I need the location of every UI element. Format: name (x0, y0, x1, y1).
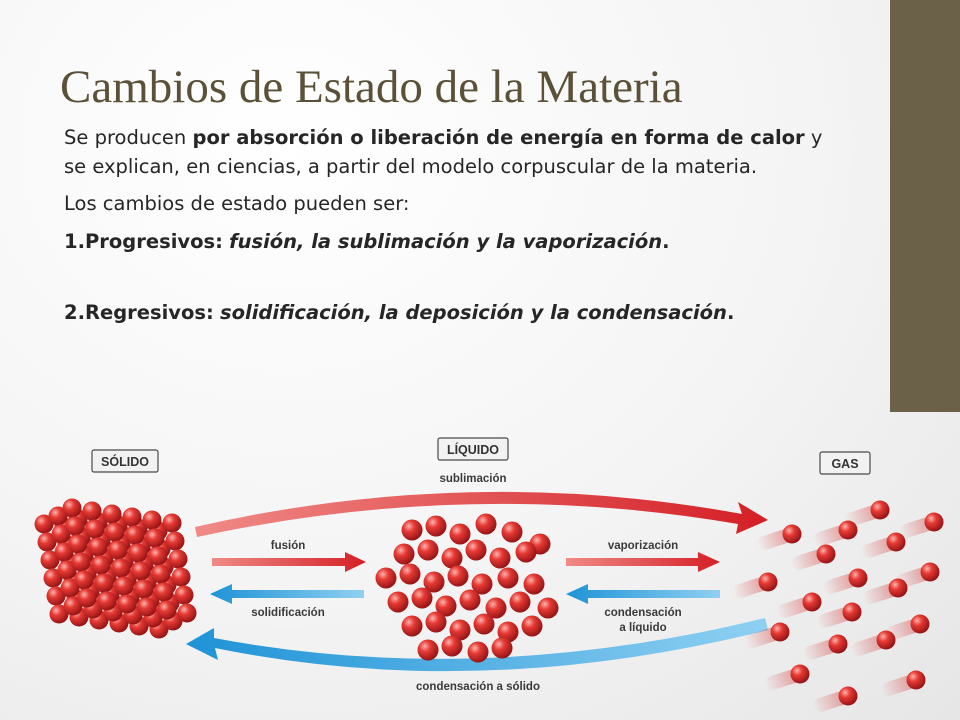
liquid-particle (418, 540, 439, 561)
gas-particle (907, 671, 926, 690)
decorative-side-bar (890, 0, 960, 412)
liquid-particle (538, 598, 559, 619)
liquid-particle (402, 616, 423, 637)
solid-particle (112, 559, 131, 578)
solid-particle (135, 580, 154, 599)
gas-particle (759, 573, 778, 592)
gas-particle (771, 623, 790, 642)
regressive-label: 2.Regresivos: (64, 300, 214, 324)
solidification-label: solidificación (251, 607, 325, 619)
liquid-particle (468, 642, 489, 663)
condensation-liquid-label-1: condensación (604, 607, 682, 619)
solid-particle (178, 604, 197, 623)
solid-particle (169, 550, 188, 569)
solidification-arrow (210, 584, 364, 604)
gas-particle (839, 687, 858, 706)
gas-particle (817, 545, 836, 564)
regressive-item (64, 299, 834, 328)
liquid-particle (442, 636, 463, 657)
condensation-solid-label: condensación a sólido (416, 681, 540, 693)
liquid-particle (498, 568, 519, 589)
label-solid (92, 450, 158, 472)
gas-particle (921, 563, 940, 582)
liquid-particle (426, 516, 447, 537)
solid-particle (149, 547, 168, 566)
progressive-examples: fusión, la sublimación y la vaporización (229, 229, 663, 253)
solid-particle (78, 589, 97, 608)
solid-particle (138, 598, 157, 617)
solid-particle (123, 508, 142, 527)
solid-particle (86, 520, 105, 539)
gas-particles (732, 501, 944, 714)
liquid-particle (388, 592, 409, 613)
condensation-liquid-label-2: a líquido (619, 622, 667, 634)
liquid-particle (376, 568, 397, 589)
liquid-particle (426, 612, 447, 633)
solid-particle (158, 601, 177, 620)
liquid-particle (510, 592, 531, 613)
progressive-item (64, 228, 834, 257)
solid-particle (155, 583, 174, 602)
liquid-particle (466, 540, 487, 561)
solid-particle (163, 514, 182, 533)
solid-particle (69, 535, 88, 554)
liquid-particle (474, 614, 495, 635)
solid-particle (106, 523, 125, 542)
regressive-period: . (726, 300, 735, 324)
liquid-particle (448, 566, 469, 587)
solid-particle (143, 511, 162, 530)
gas-particle (829, 635, 848, 654)
solid-particle (129, 544, 148, 563)
fusion-label: fusión (270, 540, 306, 552)
liquid-particle (476, 514, 497, 535)
liquid-particle (400, 564, 421, 585)
liquid-particle (502, 522, 523, 543)
slide-body (64, 124, 834, 327)
label-solid-text: SÓLIDO (101, 455, 149, 469)
progressive-label: 1.Progresivos: (64, 229, 223, 253)
label-gas (820, 452, 870, 474)
solid-particle (126, 526, 145, 545)
liquid-particle (450, 524, 471, 545)
solid-particle (175, 586, 194, 605)
intro-text-start: Se producen (64, 126, 193, 149)
sublimation-label: sublimación (439, 473, 507, 485)
gas-particle (791, 665, 810, 684)
solid-particles (35, 499, 197, 639)
liquid-particle (418, 640, 439, 661)
intro-text-bold: por absorción o liberación de energía en forma de calor (192, 126, 805, 149)
solid-particle (66, 517, 85, 536)
liquid-particle (524, 574, 545, 595)
solid-particle (95, 574, 114, 593)
vaporization-arrow (566, 552, 720, 572)
liquid-particle (442, 548, 463, 569)
gas-particle (911, 615, 930, 634)
solid-particle (72, 553, 91, 572)
liquid-particle (412, 588, 433, 609)
regressive-examples: solidificación, la deposición y la condensación (220, 300, 727, 324)
solid-particle (103, 505, 122, 524)
progressive-period: . (662, 229, 670, 253)
states-intro: Los cambios de estado pueden ser: (64, 192, 410, 216)
label-liquid-text: LÍQUIDO (446, 443, 500, 457)
slide-title: Cambios de Estado de la Materia (60, 61, 683, 113)
intro-text-end: y se explican, en ciencias, a partir del modelo corpuscular de la materia. (64, 126, 823, 178)
solid-particle (166, 532, 185, 551)
liquid-particles (376, 514, 559, 663)
solid-particle (75, 571, 94, 590)
gas-particle (871, 501, 890, 520)
liquid-particle (492, 638, 513, 659)
vaporization-label: vaporización (607, 540, 679, 552)
solid-particle (98, 592, 117, 611)
states-of-matter-diagram (0, 412, 960, 720)
liquid-particle (490, 548, 511, 569)
liquid-particle (522, 616, 543, 637)
label-liquid (438, 438, 508, 460)
gas-particle (783, 525, 802, 544)
liquid-particle (460, 590, 481, 611)
label-gas-text: GAS (831, 457, 859, 471)
solid-particle (172, 568, 191, 587)
solid-particle (89, 538, 108, 557)
solid-particle (63, 499, 82, 518)
solid-particle (132, 562, 151, 581)
solid-particle (92, 556, 111, 575)
liquid-particle (402, 520, 423, 541)
solid-particle (83, 502, 102, 521)
solid-particle (109, 541, 128, 560)
liquid-particle (394, 544, 415, 565)
solid-particle (115, 577, 134, 596)
intro-paragraph (64, 124, 834, 181)
gas-particle (803, 593, 822, 612)
solid-particle (152, 565, 171, 584)
gas-particle (849, 569, 868, 588)
gas-particle (843, 603, 862, 622)
condensation-liquid-arrow (566, 584, 720, 604)
gas-particle (925, 513, 944, 532)
liquid-particle (516, 542, 537, 563)
fusion-arrow (212, 552, 366, 572)
solid-particle (146, 529, 165, 548)
solid-particle (118, 595, 137, 614)
